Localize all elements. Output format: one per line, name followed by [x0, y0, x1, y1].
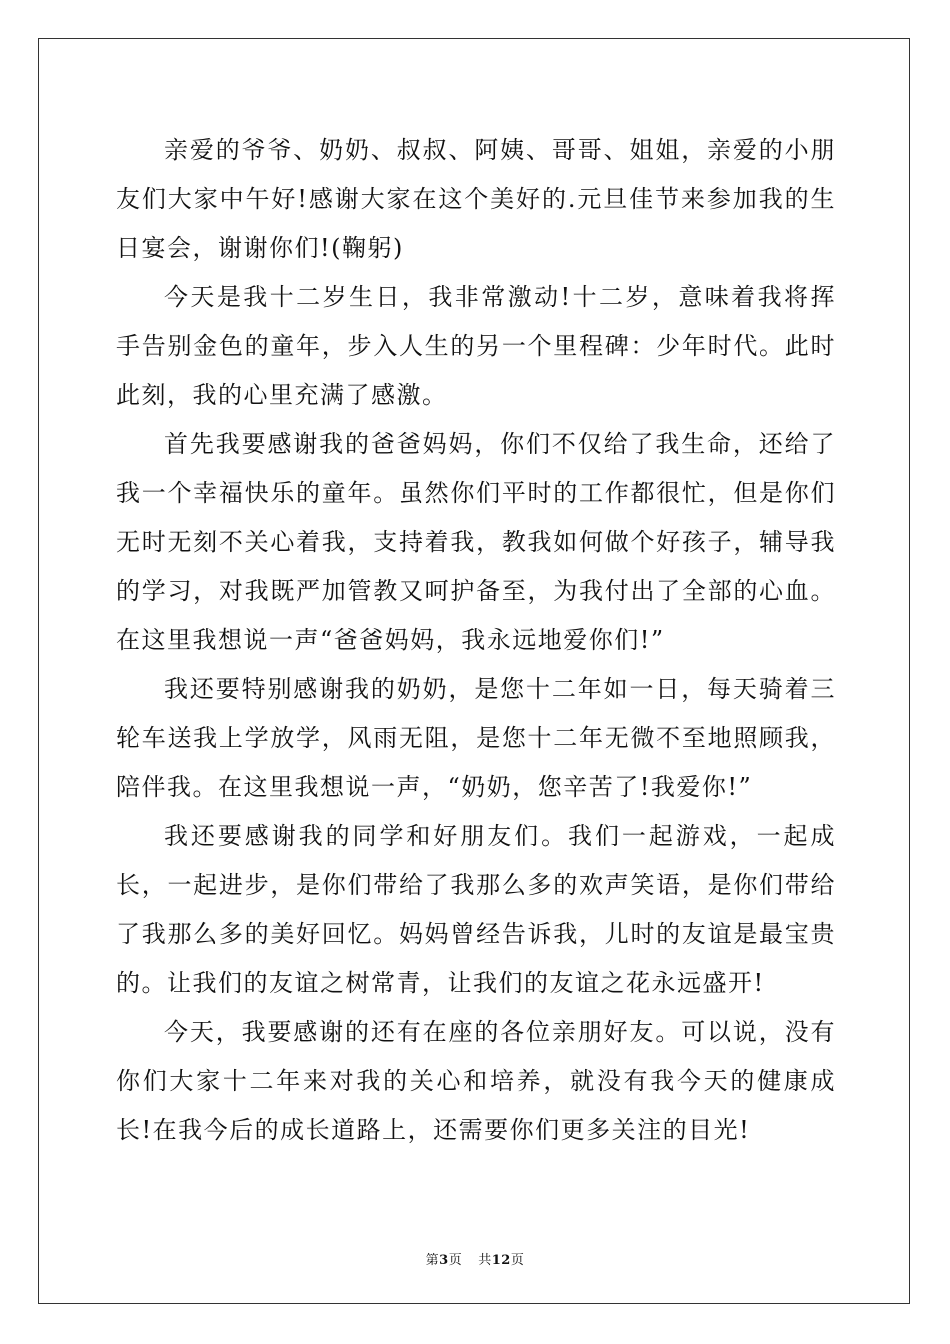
document-body [116, 126, 836, 1155]
page-number: 3 [439, 1253, 449, 1268]
paragraph-thanks-parents: 首先我要感谢我的爸爸妈妈，你们不仅给了我生命，还给了我一个幸福快乐的童年。虽然你们平时的工作都很忙，但是你们无时无刻不关心着我，支持着我，教我如何做个好孩子，辅导我的学习，对我既严加管教又呵护备至，为我付出了全部的心血。在这里我想说一声“爸爸妈妈，我永远地爱你们!” [116, 430, 836, 654]
total-prefix: 共 [478, 1253, 492, 1268]
paragraph-greeting: 亲爱的爷爷、奶奶、叔叔、阿姨、哥哥、姐姐，亲爱的小朋友们大家中午好!感谢大家在这个美好的.元旦佳节来参加我的生日宴会，谢谢你们!(鞠躬) [116, 136, 836, 262]
total-suffix: 页 [510, 1253, 525, 1268]
paragraph-thanks-grandma: 我还要特别感谢我的奶奶，是您十二年如一日，每天骑着三轮车送我上学放学，风雨无阻，是您十二年无微不至地照顾我，陪伴我。在这里我想说一声，“奶奶，您辛苦了!我爱你!” [116, 675, 836, 801]
paragraph-thanks-friends: 我还要感谢我的同学和好朋友们。我们一起游戏，一起成长，一起进步，是你们带给了我那么多的欢声笑语，是你们带给了我那么多的美好回忆。妈妈曾经告诉我，儿时的友谊是最宝贵的。让我们的友谊之树常青，让我们的友谊之花永远盛开! [116, 822, 836, 997]
page-prefix: 第 [425, 1253, 440, 1268]
page-suffix: 页 [448, 1253, 463, 1268]
paragraph-birthday: 今天是我十二岁生日，我非常激动!十二岁，意味着我将挥手告别金色的童年，步入人生的另一个里程碑：少年时代。此时此刻，我的心里充满了感激。 [116, 283, 836, 409]
paragraph-thanks-guests: 今天，我要感谢的还有在座的各位亲朋好友。可以说，没有你们大家十二年来对我的关心和培养，就没有我今天的健康成长!在我今后的成长道路上，还需要你们更多关注的目光! [116, 1018, 836, 1144]
total-pages: 12 [491, 1253, 511, 1268]
page-footer [0, 1249, 950, 1268]
